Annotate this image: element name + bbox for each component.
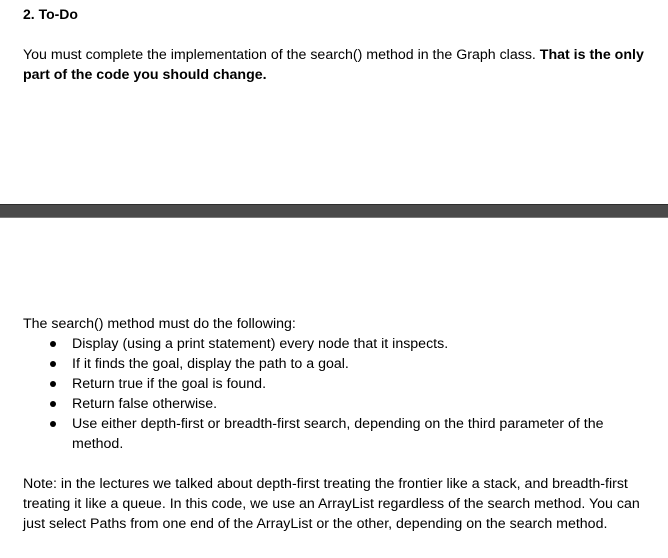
bullet-icon [50, 401, 56, 407]
list-item-text: Return true if the goal is found. [72, 376, 267, 392]
list-item [48, 374, 638, 394]
requirements-list [48, 334, 638, 454]
list-item-text: Display (using a print statement) every node that it inspects. [72, 336, 449, 352]
intro-text: You must complete the implementation of the search() method in the Graph class. [23, 47, 540, 63]
list-item [48, 334, 638, 354]
bullet-icon [50, 421, 56, 427]
intro-paragraph [23, 45, 653, 85]
bullet-icon [50, 361, 56, 367]
note-paragraph: Note: in the lectures we talked about depth-first treating the frontier like a stack, and breadth-first treating it like a queue. In this code, we use an ArrayList regardless of the search method. You can just select Paths from one end of the ArrayList or the other, depending on the search method. [23, 476, 640, 532]
list-item [48, 414, 638, 454]
page-separator [0, 204, 668, 218]
bullet-icon [50, 341, 56, 347]
list-item-text: Return false otherwise. [72, 396, 218, 412]
list-item-text: Use either depth-first or breadth-first search, depending on the third parameter of the method. [72, 416, 604, 452]
intro-emphasis: That is the only part of the code you should change. [23, 47, 644, 83]
document-page-top [0, 0, 668, 204]
bullet-icon [50, 381, 56, 387]
list-item [48, 354, 638, 374]
list-item-text: If it finds the goal, display the path to a goal. [72, 356, 349, 372]
requirements-intro: The search() method must do the following: [23, 316, 296, 332]
list-item [48, 394, 638, 414]
section-heading: 2. To-Do [23, 6, 78, 22]
